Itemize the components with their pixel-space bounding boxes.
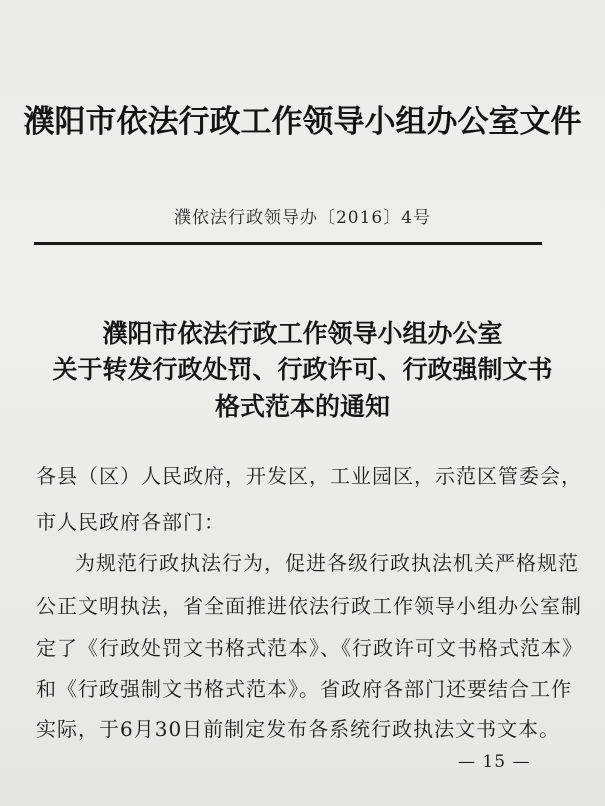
notice-title-line-3: 格式范本的通知 xyxy=(214,392,390,421)
header-divider xyxy=(34,242,542,245)
page-number: — 15 — xyxy=(458,752,531,772)
document-number: 濮依法行政领导办〔2016〕4号 xyxy=(173,208,432,228)
body-line-addressees: 各县（区）人民政府，开发区，工业园区，示范区管委会， xyxy=(36,464,582,488)
body-paragraph-line-2: 公正文明执法，省全面推进依法行政工作领导小组办公室制 xyxy=(36,594,582,618)
notice-title-line-2: 关于转发行政处罚、行政许可、行政强制文书 xyxy=(52,355,553,384)
body-paragraph-line-5: 实际，于6月30日前制定发布各系统行政执法文书文本。 xyxy=(36,717,561,741)
notice-title-line-1: 濮阳市依法行政工作领导小组办公室 xyxy=(102,319,503,348)
body-paragraph-line-3: 定了《行政处罚文书格式范本》、《行政许可文书格式范本》 xyxy=(36,636,583,660)
document-header-title: 濮阳市依法行政工作领导小组办公室文件 xyxy=(23,104,582,140)
body-paragraph-line-1: 为规范行政执法行为，促进各级行政执法机关严格规范 xyxy=(75,551,579,575)
body-paragraph-line-4: 和《行政强制文书格式范本》。省政府各部门还要结合工作 xyxy=(36,677,572,701)
body-line-addressees-2: 市人民政府各部门： xyxy=(36,510,225,534)
